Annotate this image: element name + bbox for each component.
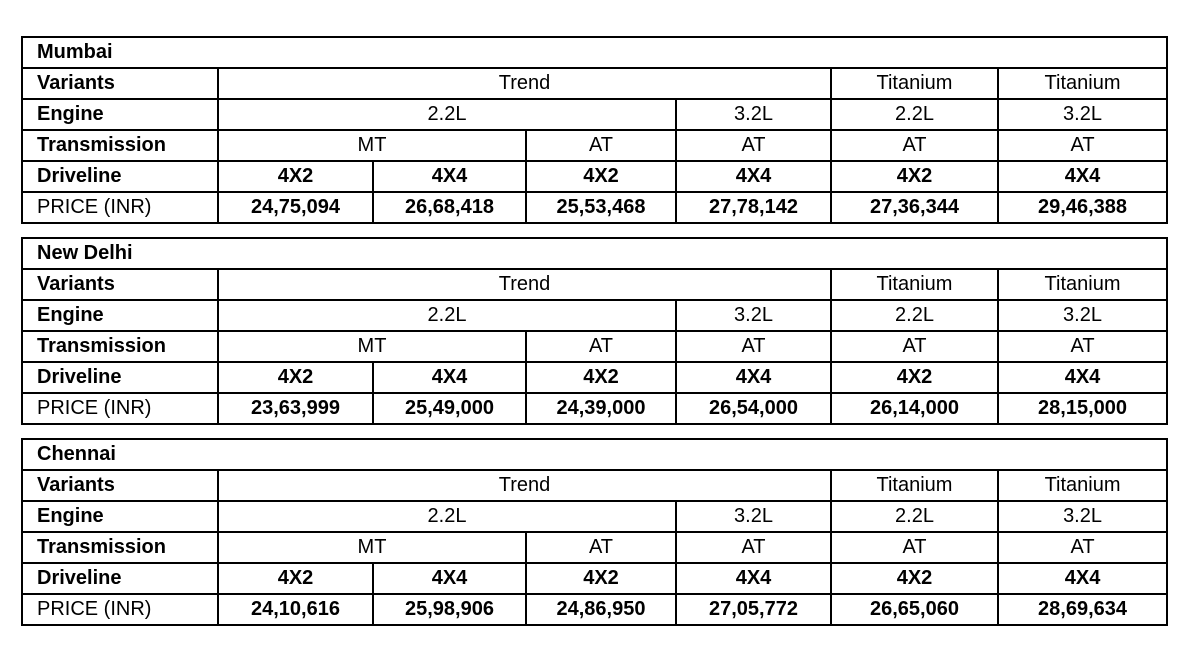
driveline-cell: 4X2 bbox=[831, 161, 998, 192]
engine-cell: 2.2L bbox=[218, 99, 676, 130]
price-cell: 27,78,142 bbox=[676, 192, 831, 223]
price-cell: 29,46,388 bbox=[998, 192, 1167, 223]
transmission-cell: AT bbox=[831, 331, 998, 362]
driveline-cell: 4X4 bbox=[373, 563, 526, 594]
driveline-cell: 4X4 bbox=[373, 161, 526, 192]
price-cell: 27,36,344 bbox=[831, 192, 998, 223]
engine-cell: 3.2L bbox=[998, 300, 1167, 331]
variant-cell: Trend bbox=[218, 68, 831, 99]
variant-cell: Titanium bbox=[831, 68, 998, 99]
transmission-row bbox=[22, 532, 1167, 563]
variants-row bbox=[22, 470, 1167, 501]
driveline-cell: 4X4 bbox=[676, 362, 831, 393]
engine-cell: 2.2L bbox=[831, 501, 998, 532]
price-cell: 26,65,060 bbox=[831, 594, 998, 625]
driveline-cell: 4X4 bbox=[373, 362, 526, 393]
transmission-cell: MT bbox=[218, 532, 526, 563]
transmission-cell: AT bbox=[998, 130, 1167, 161]
transmission-cell: MT bbox=[218, 331, 526, 362]
price-label: PRICE (INR) bbox=[22, 393, 218, 424]
driveline-row bbox=[22, 362, 1167, 393]
price-cell: 28,15,000 bbox=[998, 393, 1167, 424]
transmission-cell: AT bbox=[526, 331, 676, 362]
transmission-cell: AT bbox=[676, 130, 831, 161]
city-row bbox=[22, 439, 1167, 470]
price-cell: 24,75,094 bbox=[218, 192, 373, 223]
variants-row bbox=[22, 68, 1167, 99]
variants-row bbox=[22, 269, 1167, 300]
transmission-label: Transmission bbox=[22, 532, 218, 563]
transmission-cell: AT bbox=[831, 532, 998, 563]
driveline-cell: 4X2 bbox=[831, 563, 998, 594]
driveline-label: Driveline bbox=[22, 161, 218, 192]
engine-cell: 3.2L bbox=[998, 99, 1167, 130]
price-cell: 23,63,999 bbox=[218, 393, 373, 424]
price-cell: 24,39,000 bbox=[526, 393, 676, 424]
engine-cell: 2.2L bbox=[218, 300, 676, 331]
engine-cell: 2.2L bbox=[831, 99, 998, 130]
variant-cell: Trend bbox=[218, 470, 831, 501]
driveline-row bbox=[22, 161, 1167, 192]
variants-label: Variants bbox=[22, 470, 218, 501]
engine-row bbox=[22, 300, 1167, 331]
driveline-label: Driveline bbox=[22, 362, 218, 393]
variant-cell: Titanium bbox=[998, 269, 1167, 300]
transmission-cell: AT bbox=[676, 532, 831, 563]
variant-cell: Trend bbox=[218, 269, 831, 300]
city-title: New Delhi bbox=[22, 238, 1167, 269]
city-row bbox=[22, 37, 1167, 68]
engine-label: Engine bbox=[22, 300, 218, 331]
price-table-new-delhi bbox=[21, 237, 1168, 425]
driveline-cell: 4X2 bbox=[218, 563, 373, 594]
price-row bbox=[22, 192, 1167, 223]
driveline-label: Driveline bbox=[22, 563, 218, 594]
price-cell: 24,10,616 bbox=[218, 594, 373, 625]
driveline-cell: 4X2 bbox=[526, 362, 676, 393]
price-cell: 25,49,000 bbox=[373, 393, 526, 424]
transmission-cell: AT bbox=[998, 331, 1167, 362]
city-title: Mumbai bbox=[22, 37, 1167, 68]
price-cell: 25,53,468 bbox=[526, 192, 676, 223]
driveline-cell: 4X4 bbox=[676, 563, 831, 594]
driveline-cell: 4X4 bbox=[676, 161, 831, 192]
driveline-cell: 4X2 bbox=[218, 362, 373, 393]
driveline-cell: 4X2 bbox=[218, 161, 373, 192]
driveline-cell: 4X4 bbox=[998, 362, 1167, 393]
transmission-row bbox=[22, 331, 1167, 362]
city-row bbox=[22, 238, 1167, 269]
price-cell: 26,54,000 bbox=[676, 393, 831, 424]
transmission-cell: MT bbox=[218, 130, 526, 161]
driveline-cell: 4X2 bbox=[526, 563, 676, 594]
variants-label: Variants bbox=[22, 68, 218, 99]
transmission-cell: AT bbox=[676, 331, 831, 362]
engine-label: Engine bbox=[22, 99, 218, 130]
engine-cell: 2.2L bbox=[218, 501, 676, 532]
transmission-cell: AT bbox=[831, 130, 998, 161]
transmission-cell: AT bbox=[526, 130, 676, 161]
engine-row bbox=[22, 99, 1167, 130]
driveline-cell: 4X4 bbox=[998, 563, 1167, 594]
price-row bbox=[22, 393, 1167, 424]
price-cell: 26,14,000 bbox=[831, 393, 998, 424]
driveline-cell: 4X4 bbox=[998, 161, 1167, 192]
engine-label: Engine bbox=[22, 501, 218, 532]
transmission-cell: AT bbox=[998, 532, 1167, 563]
price-table-chennai bbox=[21, 438, 1168, 626]
price-label: PRICE (INR) bbox=[22, 192, 218, 223]
engine-cell: 3.2L bbox=[998, 501, 1167, 532]
price-label: PRICE (INR) bbox=[22, 594, 218, 625]
driveline-row bbox=[22, 563, 1167, 594]
variants-label: Variants bbox=[22, 269, 218, 300]
city-title: Chennai bbox=[22, 439, 1167, 470]
transmission-cell: AT bbox=[526, 532, 676, 563]
engine-row bbox=[22, 501, 1167, 532]
engine-cell: 3.2L bbox=[676, 99, 831, 130]
transmission-label: Transmission bbox=[22, 331, 218, 362]
variant-cell: Titanium bbox=[831, 269, 998, 300]
variant-cell: Titanium bbox=[998, 68, 1167, 99]
price-cell: 27,05,772 bbox=[676, 594, 831, 625]
driveline-cell: 4X2 bbox=[831, 362, 998, 393]
engine-cell: 2.2L bbox=[831, 300, 998, 331]
driveline-cell: 4X2 bbox=[526, 161, 676, 192]
price-cell: 24,86,950 bbox=[526, 594, 676, 625]
engine-cell: 3.2L bbox=[676, 300, 831, 331]
price-cell: 28,69,634 bbox=[998, 594, 1167, 625]
price-table-mumbai bbox=[21, 36, 1168, 224]
engine-cell: 3.2L bbox=[676, 501, 831, 532]
transmission-row bbox=[22, 130, 1167, 161]
variant-cell: Titanium bbox=[831, 470, 998, 501]
price-cell: 26,68,418 bbox=[373, 192, 526, 223]
price-row bbox=[22, 594, 1167, 625]
transmission-label: Transmission bbox=[22, 130, 218, 161]
price-cell: 25,98,906 bbox=[373, 594, 526, 625]
variant-cell: Titanium bbox=[998, 470, 1167, 501]
